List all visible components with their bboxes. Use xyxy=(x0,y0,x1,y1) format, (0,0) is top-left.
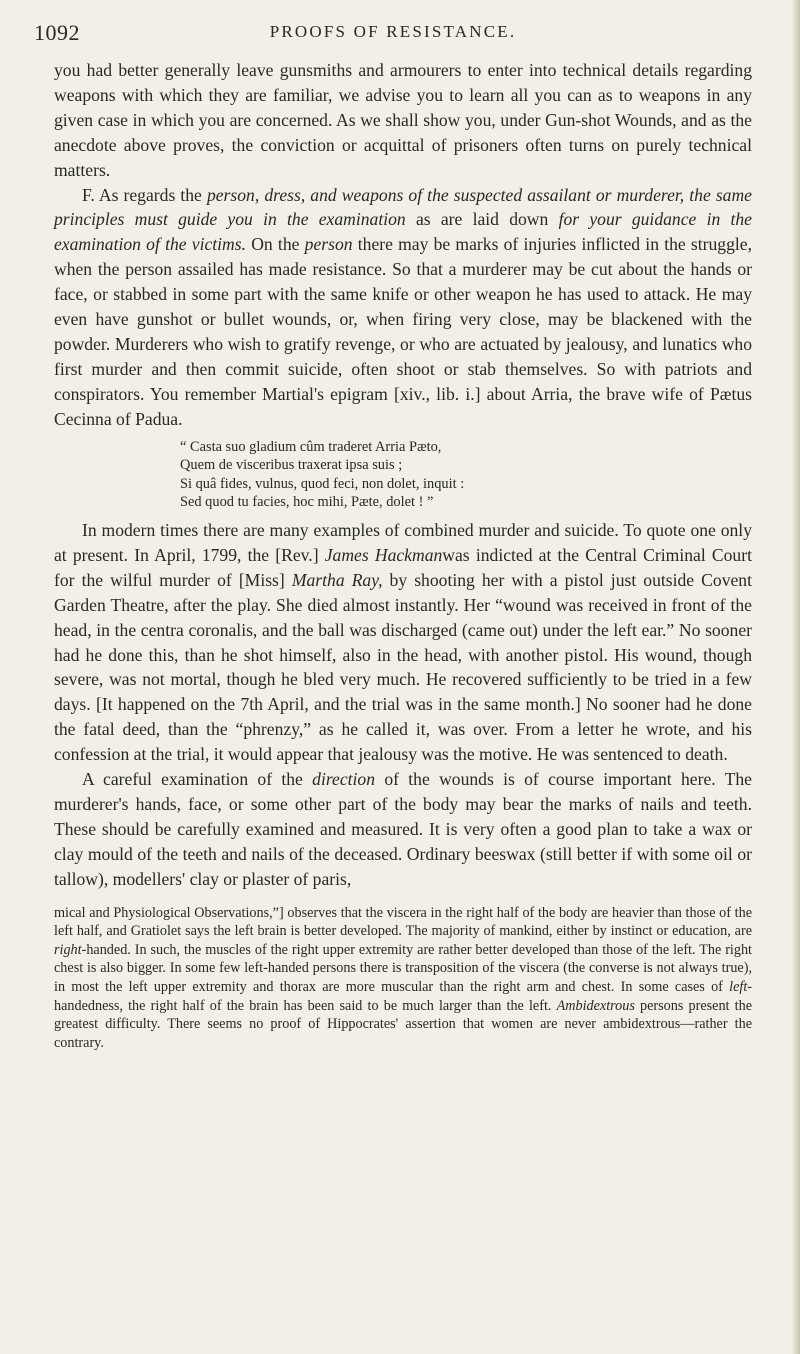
footnote-text: mical and Physiological Observations,”] observes that the viscera in the right half of the body are heavier than those of the left half, and Gratiolet says the left brain is better developed. The majority of mankind, either by instinct or education, are right-handed. In such, the muscles of the right upper extremity are rather better developed than those of the left. The right chest is also bigger. In some few left-handed persons there is transposition of the viscera (the converse is not always true), in most the left upper extremity and thorax are more muscular than the right arm and chest. In some cases of left-handedness, the right half of the brain has been said to be much larger than the left. Ambidextrous persons present the greatest difficulty. There seems no proof of Hippocrates' assertion that women are never ambidextrous—rather the contrary. xyxy=(54,904,752,1051)
emphasis-text: right xyxy=(54,941,82,958)
page-header xyxy=(34,20,752,46)
latin-epigram xyxy=(54,438,752,512)
emphasis-text: person, dress, and weapons of the suspected assailant or murderer, the same principles must guide you in the examination xyxy=(54,184,752,230)
emphasis-text: James Hackman xyxy=(324,544,443,565)
epigram-line: Si quâ fides, vulnus, quod feci, non dolet, inquit : xyxy=(180,475,465,492)
paragraph-examination: A careful examination of the direction of the wounds is of course important here. The murderer's hands, face, or some other part of the body may bear the marks of nails and teeth. These should be carefully examined and measured. It is very often a good plan to take a wax or clay mould of the teeth and nails of the deceased. Ordinary beeswax (still better if with some oil or tallow), modellers' clay or plaster of paris, xyxy=(54,769,752,889)
epigram-line: Quem de visceribus traxerat ipsa suis ; xyxy=(180,457,403,474)
running-title: PROOFS OF RESISTANCE. xyxy=(269,22,517,41)
epigram-line: “ Casta suo gladium cûm traderet Arria Pæto, xyxy=(180,438,442,455)
page-body xyxy=(54,58,752,1052)
footnote xyxy=(54,904,752,1053)
emphasis-text: person xyxy=(304,234,353,255)
emphasis-text: Martha Ray, xyxy=(291,569,383,590)
paragraph-assailant: F. As regards the person, dress, and weapons of the suspected assailant or murderer, the same principles must guide you in the examination as are laid down for your guidance in the examination of the victims. On the person there may be marks of injuries inflicted in the struggle, when the person assailed has made resistance. So that a murderer may be cut about the hands or face, or stabbed in some part with the same knife or other weapon he has used to attack. He may even have gunshot or bullet wounds, or, when firing very close, may be blackened with the powder. Murderers who wish to gratify revenge, or who are actuated by jealousy, and lunatics who first murder and then commit suicide, often shoot or stab themselves. So with patriots and conspirators. You remember Martial's epigram [xiv., lib. i.] about Arria, the brave wife of Pætus Cecinna of Padua. xyxy=(54,184,752,429)
emphasis-text: left xyxy=(729,978,748,995)
emphasis-text: for your guidance in the examination of the victims. xyxy=(54,209,752,255)
page-number: 1092 xyxy=(34,20,80,45)
emphasis-text: Ambidextrous xyxy=(556,997,635,1014)
epigram-line: Sed quod tu facies, hoc mihi, Pæte, dolet ! ” xyxy=(180,494,434,511)
paragraph-weapons: you had better generally leave gunsmiths and armourers to enter into technical details regarding weapons with which they are familiar, we advise you to learn all you can as to weapons in any given case in which you are concerned. As we shall show you, under Gun-shot Wounds, and as the anecdote above proves, the conviction or acquittal of prisoners often turns on purely technical matters. xyxy=(54,60,752,180)
paragraph-murder-suicide: In modern times there are many examples of combined murder and suicide. To quote one only at present. In April, 1799, the [Rev.] James Hackmanwas indicted at the Central Criminal Court for the wilful murder of [Miss] Martha Ray, by shooting her with a pistol just outside Covent Garden Theatre, after the play. She died almost instantly. Her “wound was received in front of the head, in the centra coronalis, and the ball was discharged (came out) under the left ear.” No sooner had he done this, than he shot himself, also in the head, with another pistol. His wound, though severe, was not mortal, though he bled very much. He recovered sufficiently to be tried in a few days. [It happened on the 7th April, and the trial was in the same month.] No sooner had he done the fatal deed, than the “phrenzy,” as he called it, was over. From a letter he wrote, and his confession at the trial, it would appear that jealousy was the motive. He was sentenced to death. xyxy=(54,519,752,765)
emphasis-text: direction xyxy=(312,769,376,790)
page-edge-shadow xyxy=(792,0,800,1354)
